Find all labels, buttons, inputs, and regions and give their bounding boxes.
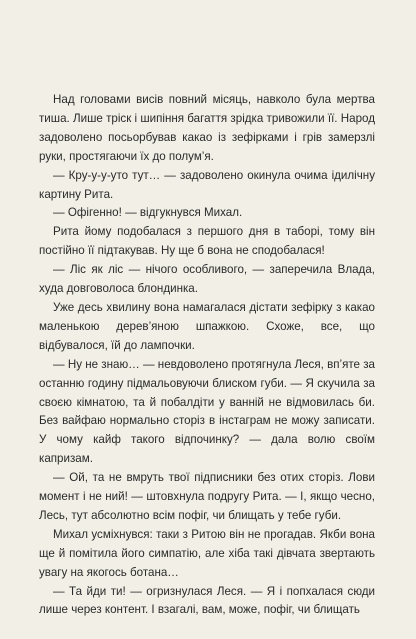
paragraph: — Ой, та не вмруть твої підписники без отих сторіз. Лови момент і не ний! — штовхнула подругу Рита. — І, якщо чесно, Лесь, тут абсолютно всім пофіг, чи блищать у тебе губи. [39, 471, 375, 522]
body-text [39, 91, 375, 620]
paragraph: — Та йди ти! — огризнулася Леся. — Я і попхалася сюди лише через контент. І взагалі, вам, може, пофіг, чи блищать [39, 584, 375, 617]
paragraph: Рита йому подобалася з першого дня в таборі, тому він постійно її підтакував. Ну ще б вона не сподобалася! [39, 225, 375, 258]
paragraph: — Ліс як ліс — нічого особливого, — заперечила Влада, худа довговолоса блондинка. [39, 263, 375, 296]
paragraph: — Офігенно! — відгукнувся Михал. [53, 206, 243, 220]
paragraph: — Кру-у-у-уто тут… — задоволено окинула очима ідилічну картину Рита. [39, 168, 375, 201]
paragraph: Уже десь хвилину вона намагалася дістати зефірку з какао маленькою дерев’яною шпажкою. Схоже, все, що відбувалося, їй до лампочки. [39, 300, 375, 352]
paragraph: Над головами висів повний місяць, навколо була мертва тиша. Лише тріск і шипіння багаття зрідка тривожили її. Народ задоволено посьорбував какао із зефірками і грів замерзлі руки, простягаючи їх до полум’я. [39, 93, 375, 163]
paragraph: Михал усміхнувся: таки з Ритою він не прогадав. Якби вона ще й помітила його симпатію, але хіба такі дівчата звертають увагу на якогось ботана… [39, 527, 375, 579]
paragraph: — Ну не знаю… — невдоволено протягнула Леся, вп’яте за останню годину підмальовуючи блиском губи. — Я скучила за своєю кімнатою, та й побалдіти у ванній не відмовилась би. Без вайфаю нормально сторіз в інстаграм не можу записати. У чому кайф такого відпочинку? — дала волю своїм капризам. [39, 357, 375, 466]
